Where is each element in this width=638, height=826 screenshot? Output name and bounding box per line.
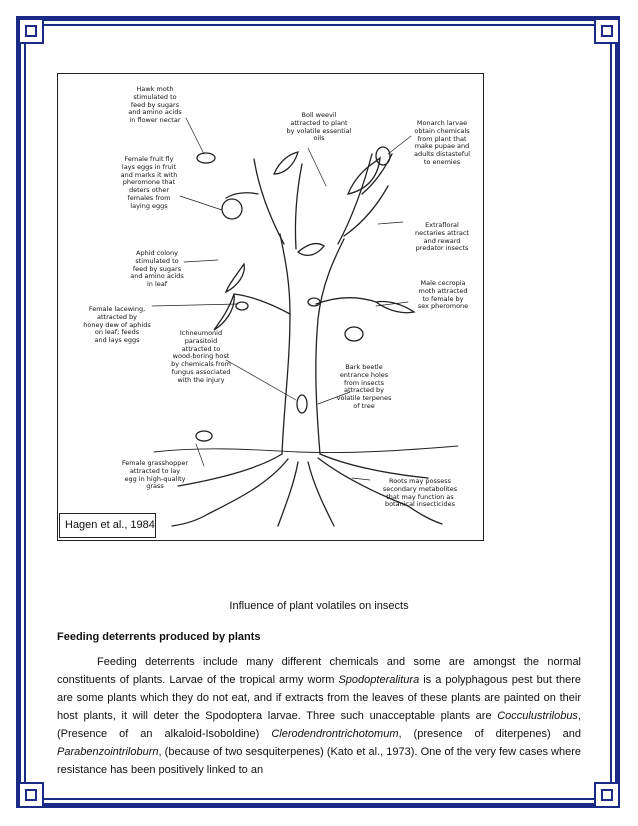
label-monarch-larvae: Monarch larvae obtain chemicals from plant that make pupae and adults distasteful to enemies [413, 119, 471, 166]
label-female-grasshopper: Female grasshopper attracted to lay egg in high-quality grass [121, 459, 189, 491]
label-bark-beetle: Bark beetle entrance holes from insects attracted by volatile terpenes of tree [336, 363, 392, 410]
species-name: Clerodendrontrichotomum [271, 728, 399, 740]
label-fruit-fly: Female fruit fly lays eggs in fruit and marks it with pheromone that deters other females from laying eggs [120, 155, 178, 210]
label-ichneumonid: Ichneumonid parasitoid attracted to wood-boring host by chemicals from fungus associated with the injury [171, 329, 231, 384]
label-extrafloral-nectaries: Extrafloral nectaries attract and reward predator insects [414, 221, 469, 253]
label-hawk-moth: Hawk moth stimulated to feed by sugars and amino acids in flower nectar [128, 85, 182, 125]
species-name: Parabenzointriloburn [57, 746, 159, 758]
label-female-lacewing: Female lacewing, attracted by honey dew of aphids on leaf; feeds and lays eggs [83, 305, 151, 345]
corner-ornament-top-right [594, 18, 620, 44]
figure-caption: Influence of plant volatiles on insects [229, 600, 409, 612]
label-roots: Roots may possess secondary metabolites that may function as botanical insecticides [382, 477, 458, 509]
paragraph-text: Feeding deterrents include many different chemicals and some are amongst the normal constituents of plants. Larvae of the tropical army worm [57, 656, 581, 686]
label-cecropia-moth: Male cecropia moth attracted to female by sex pheromone [417, 279, 469, 311]
body-paragraph [57, 653, 581, 779]
paragraph-text: , (Presence of an alkaloid-Isoboldine) [57, 710, 581, 740]
species-name: Cocculustrilobus [497, 710, 578, 722]
paragraph-text: is a polyphagous pest but there are some plants which they do not eat, and if extracts from the leaves of these plants are painted on their host plants, it will deter the Spodoptera larvae. Three such unacceptable plants are [57, 674, 581, 722]
figure-credit: Hagen et al., 1984 [59, 513, 156, 538]
species-name: Spodopteralitura [338, 674, 420, 686]
label-boll-weevil: Boll weevil attracted to plant by volatile essential oils [286, 111, 352, 143]
label-aphid-colony: Aphid colony stimulated to feed by sugars and amino acids in leaf [130, 249, 184, 289]
corner-ornament-bottom-left [18, 782, 44, 808]
paragraph-text: , (because of two sesquiterpenes) (Kato et al., 1973). One of the very few cases where resistance has been positively linked to an [57, 746, 581, 776]
section-heading: Feeding deterrents produced by plants [57, 631, 261, 643]
corner-ornament-bottom-right [594, 782, 620, 808]
figure-plant-insect-interactions [57, 73, 484, 541]
paragraph-text: , (presence of diterpenes) and [398, 728, 581, 740]
corner-ornament-top-left [18, 18, 44, 44]
